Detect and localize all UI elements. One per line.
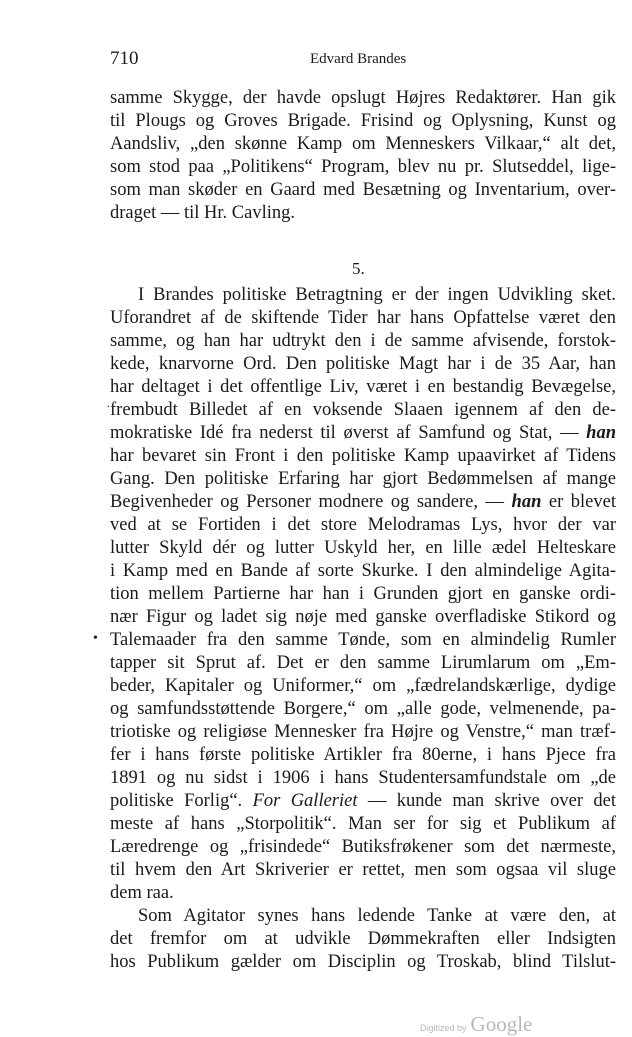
text-line: samme Skygge, der havde opslugt Højres Redaktører. Han gik: [110, 88, 616, 108]
text-line: det fremfor om at udvikle Dømmekraften eller Indsigten: [110, 929, 616, 949]
text-line: kede, knarvorne Ord. Den politiske Magt har i de 35 Aar, han: [110, 354, 616, 374]
emphasis-han: han: [511, 492, 542, 512]
page-number: 710: [110, 48, 139, 69]
text-line: nær Figur og ladet sig nøje med ganske overfladiske Stikord og: [110, 607, 616, 627]
running-head: Edvard Brandes: [310, 51, 407, 67]
text-line: dem raa.: [110, 883, 174, 903]
text-line: beder, Kapitaler og Uniformer,“ om „fædrelandskærlige, dydige: [110, 676, 616, 696]
text-line: tion mellem Partierne har han i Grunden gjort en ganske ordi-: [110, 584, 616, 604]
text-line: 1891 og nu sidst i 1906 i hans Studentersamfundstale om „de: [110, 768, 616, 788]
watermark-prefix: Digitized by: [420, 1023, 467, 1033]
text-line: I Brandes politiske Betragtning er der ingen Udvikling sket.: [138, 285, 616, 305]
text-line: Aandsliv, „den skønne Kamp om Menneskers Vilkaar,“ alt det,: [110, 134, 616, 154]
text-line: Uforandret af de skiftende Tider har hans Opfattelse været den: [110, 308, 616, 328]
text-line: Gang. Den politiske Erfaring har gjort Bedømmelsen af mange: [110, 469, 616, 489]
paragraph-agitator: [110, 905, 616, 974]
text-line: draget — til Hr. Cavling.: [110, 203, 295, 223]
line-text-tail: er blevet: [541, 492, 616, 512]
text-line: og samfundsstøttende Borgere,“ om „alle gode, velmenende, pa-: [110, 699, 616, 719]
text-line-with-emphasis: [110, 790, 616, 813]
line-text: Begivenheder og Personer modnere og sandere, —: [110, 492, 504, 512]
text-line: i Kamp med en Bande af sorte Skurke. I den almindelige Agita-: [110, 561, 616, 581]
paragraph-continuation: [110, 87, 616, 225]
text-line: Talemaader fra den samme Tønde, som en almindelig Rumler: [110, 630, 616, 650]
text-line: ved at se Fortiden i det store Melodramas Lys, hvor der var: [110, 515, 616, 535]
section-number: 5.: [352, 259, 365, 278]
digitized-watermark: [420, 1012, 532, 1037]
emphasis-for-galleriet: For Galleriet: [252, 791, 358, 811]
text-line-with-emphasis: [110, 422, 616, 445]
text-line-with-emphasis: [110, 491, 616, 514]
text-line: fer i hans første politiske Artikler fra 80erne, i hans Pjece fra: [110, 745, 616, 765]
text-line: Som Agitator synes hans ledende Tanke at være den, at: [138, 906, 616, 926]
text-line: til Plougs og Groves Brigade. Frisind og Oplysning, Kunst og: [110, 111, 616, 131]
text-line: samme, og han har udtrykt den i de samme afvisende, forstok-: [110, 331, 616, 351]
paragraph-section-5: [110, 284, 616, 905]
line-text-tail: — kunde man skrive over det: [357, 791, 616, 811]
text-line: Læredrenge og „frisindede“ Butiksfrøkener som det nærmeste,: [110, 837, 616, 857]
text-line: frembudt Billedet af en voksende Slaaen igennem af den de-: [110, 400, 616, 420]
text-line: som stod paa „Politikens“ Program, blev nu pr. Slutseddel, lige-: [110, 157, 616, 177]
text-line: som man skøder en Gaard med Besætning og Inventarium, over-: [110, 180, 616, 200]
text-line: har bevaret sin Front i den politiske Kamp upaavirket af Tidens: [110, 446, 616, 466]
text-line: tapper sit Sprut af. Det er den samme Lirumlarum om „Em-: [110, 653, 616, 673]
text-line: til hvem den Art Skriverier er rettet, men som ogsaa vil sluge: [110, 860, 616, 880]
text-line: triotiske og religiøse Mennesker fra Højre og Venstre,“ man træf-: [110, 722, 616, 742]
emphasis-han: han: [586, 423, 616, 443]
text-line: lutter Skyld dér og lutter Uskyld her, en lille ædel Helteskare: [110, 538, 616, 558]
text-line: hos Publikum gælder om Disciplin og Troskab, blind Tilslut-: [110, 952, 616, 972]
text-line: meste af hans „Storpolitik“. Man ser for sig et Publikum af: [110, 814, 616, 834]
line-text: mokratiske Idé fra nederst til øverst af Samfund og Stat, —: [110, 423, 579, 443]
line-text: politiske Forlig“.: [110, 791, 243, 811]
text-line: har deltaget i det offentlige Liv, været i en bestandig Bevægelse,: [110, 377, 616, 397]
margin-mark: •: [93, 631, 98, 646]
google-logo: Google: [470, 1012, 533, 1036]
margin-mark: .: [107, 396, 110, 410]
